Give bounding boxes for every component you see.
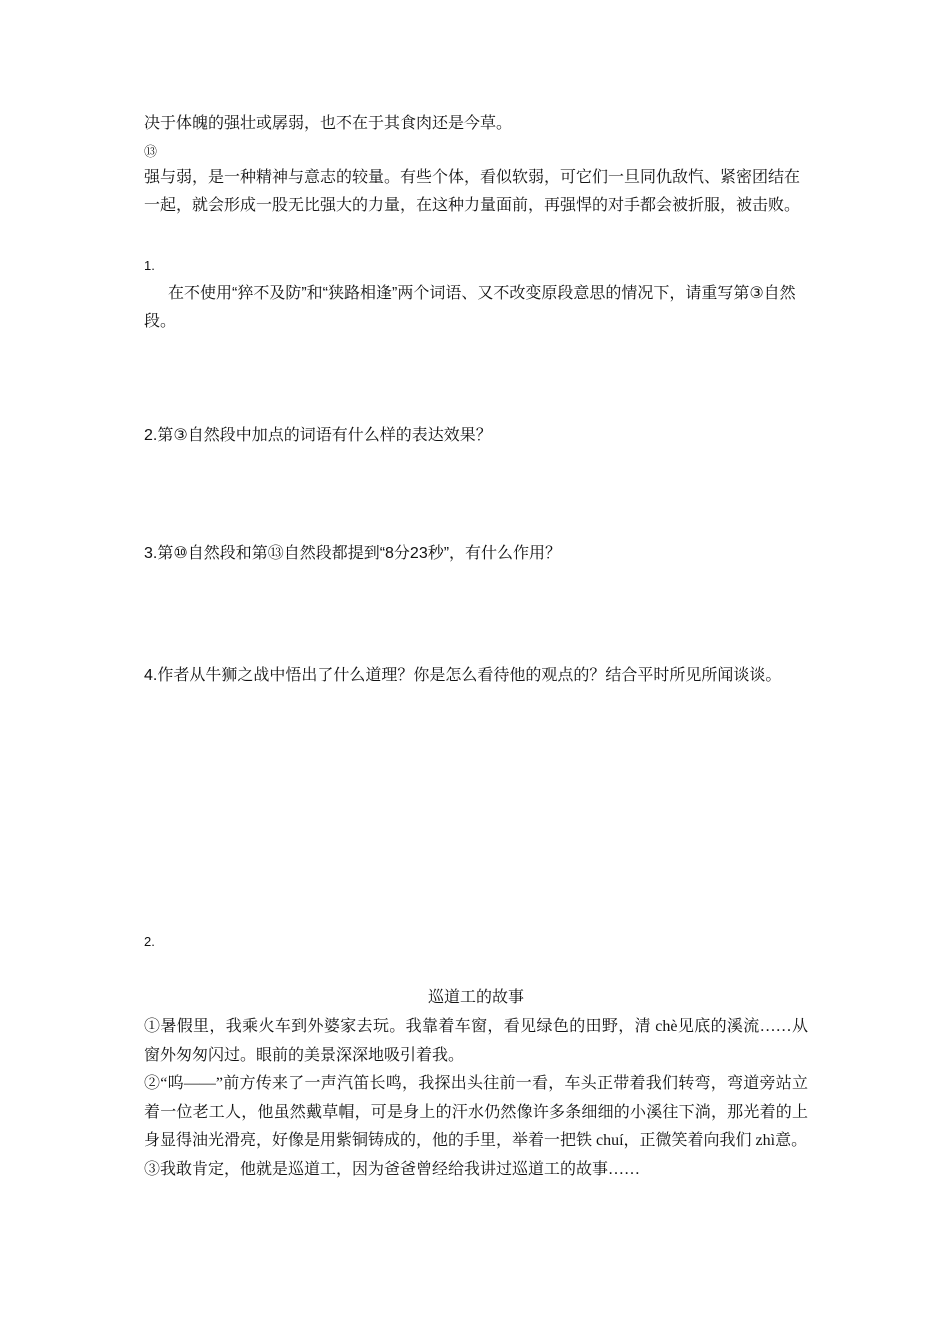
question-text: 2.第③自然段中加点的词语有什么样的表达效果？: [144, 427, 492, 444]
paragraph-marker: ⑬: [144, 144, 158, 159]
question-3: [144, 540, 808, 568]
question-1: [144, 252, 808, 336]
passage-line: 决于体魄的强壮或孱弱，也不在于其食肉还是今草。: [144, 115, 513, 132]
question-text: 在不使用“猝不及防”和“狭路相逢”两个词语、又不改变原段意思的情况下，请重写第③自然段。: [144, 285, 796, 330]
question-4: [144, 662, 808, 690]
passage-paragraph: 强与弱，是一种精神与意志的较量。有些个体，看似软弱，可它们一旦同仇敌忾、紧密团结在一起，就会形成一股无比强大的力量，在这种力量面前，再强悍的对手都会被折服，被击败。: [144, 169, 801, 214]
story-body: [144, 1013, 808, 1184]
question-number: 1.: [144, 258, 155, 273]
story-title: 巡道工的故事: [427, 989, 524, 1006]
question-text: 3.第⑩自然段和第⑬自然段都提到“8分23秒”，有什么作用？: [144, 545, 562, 562]
passage-ending: [144, 110, 808, 220]
section-2-number: [144, 928, 808, 956]
question-2: [144, 422, 808, 450]
section-number: 2.: [144, 934, 155, 949]
story-paragraph-3: ③我敢肯定，他就是巡道工，因为爸爸曾经给我讲过巡道工的故事……: [144, 1160, 641, 1178]
story-paragraph-1: ①暑假里，我乘火车到外婆家去玩。我靠着车窗，看见绿色的田野，清 chè见底的溪流……从窗外匆匆闪过。眼前的美景深深地吸引着我。: [144, 1018, 808, 1064]
story-paragraph-2: ②“呜——”前方传来了一声汽笛长鸣，我探出头往前一看，车头正带着我们转弯，弯道旁站立着一位老工人，他虽然戴草帽，可是身上的汗水仍然像许多条细细的小溪往下淌，那光着的上身显得油光滑亮，好像是用紫铜铸成的，他的手里，举着一把铁 chuí，正微笑着向我们 zhì意。: [144, 1075, 808, 1149]
question-text: 4.作者从牛狮之战中悟出了什么道理？你是怎么看待他的观点的？结合平时所见所闻谈谈。: [144, 667, 782, 684]
